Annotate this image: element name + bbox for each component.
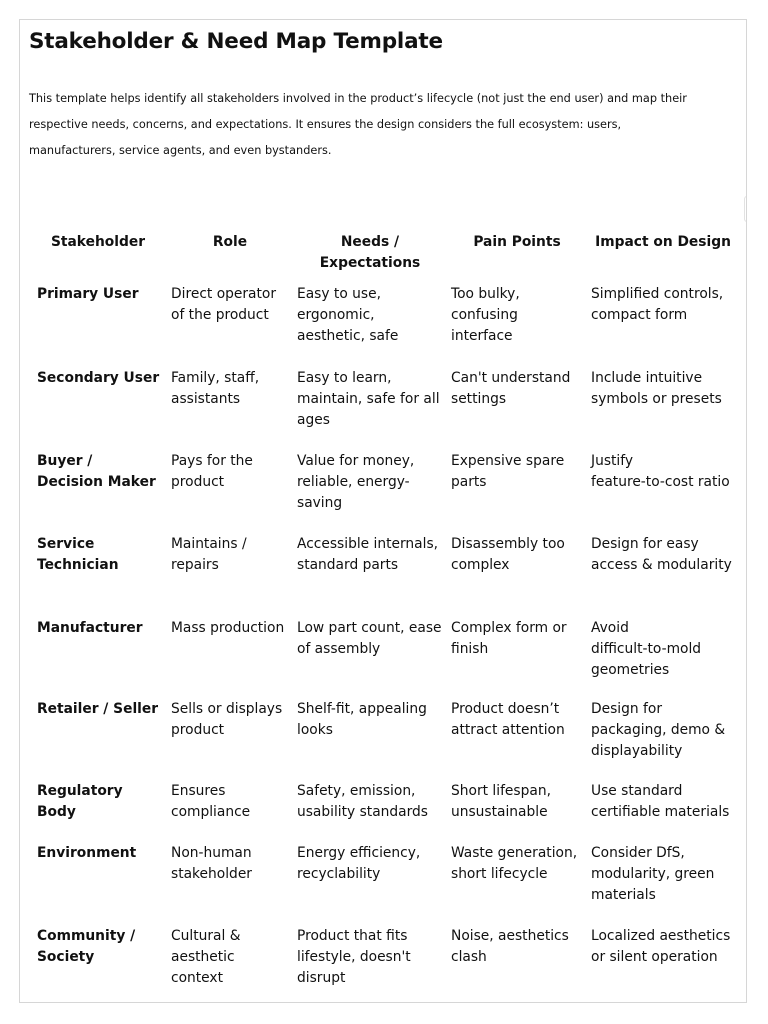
impact-line: materials: [591, 887, 656, 903]
role-cell: Family, staff, assistants: [171, 370, 260, 407]
role-cell: Direct operator of the product: [171, 286, 277, 323]
intro-line: This template helps identify all stakeholders involved in the product’s lifecycle (not just the end user) and map their: [29, 92, 687, 105]
column-header-impact: Impact on Design: [595, 234, 731, 250]
table-row: [29, 926, 739, 992]
needs-cell: Shelf-fit, appealing looks: [297, 701, 427, 738]
impact-line: geometries: [591, 662, 670, 678]
stakeholder-cell: Manufacturer: [37, 620, 143, 636]
intro-paragraph: [29, 86, 747, 164]
impact-line: certifiable materials: [591, 804, 730, 820]
impact-cell: [587, 368, 739, 451]
impact-cell: [587, 699, 739, 781]
role-cell: Sells or displays product: [171, 701, 283, 738]
pain-points-cell: Noise, aesthetics clash: [451, 928, 569, 965]
impact-line: Design for easy: [591, 536, 699, 552]
impact-line: packaging, demo &: [591, 722, 726, 738]
role-cell: Pays for the product: [171, 453, 253, 490]
pain-points-cell: Complex form or finish: [451, 620, 567, 657]
stakeholder-cell: Environment: [37, 845, 137, 861]
pain-points-cell: Waste generation, short lifecycle: [451, 845, 578, 882]
role-cell: Ensures compliance: [171, 783, 251, 820]
impact-line: Simplified controls,: [591, 286, 724, 302]
scroll-handle[interactable]: [744, 196, 747, 222]
role-cell: Non-human stakeholder: [171, 845, 252, 882]
column-header-stakeholder: Stakeholder: [50, 234, 146, 250]
impact-line: Design for: [591, 701, 662, 717]
impact-line: modularity, green: [591, 866, 715, 882]
needs-cell: Accessible internals, standard parts: [297, 536, 439, 573]
column-header-pain-points: Pain Points: [473, 234, 561, 250]
document-title: Stakeholder & Need Map Template: [29, 29, 443, 54]
table-row: [29, 843, 739, 926]
role-cell: Mass production: [171, 620, 285, 636]
stakeholder-table: [29, 227, 739, 992]
impact-line: Avoid: [591, 620, 629, 636]
pain-points-cell: Short lifespan, unsustainable: [451, 783, 551, 820]
impact-line: symbols or presets: [591, 391, 722, 407]
impact-line: access & modularity: [591, 557, 732, 573]
pain-points-cell: Product doesn’t attract attention: [451, 701, 565, 738]
table-row: [29, 699, 739, 781]
intro-line: respective needs, concerns, and expectations. It ensures the design considers the full ecosystem: users,: [29, 118, 622, 131]
stakeholder-cell: Community / Society: [37, 928, 136, 965]
impact-cell: [587, 451, 739, 534]
needs-cell: Easy to learn, maintain, safe for all ages: [297, 370, 440, 428]
impact-line: Use standard: [591, 783, 683, 799]
impact-cell: [587, 843, 739, 926]
role-cell: Maintains / repairs: [171, 536, 247, 573]
pain-points-cell: Disassembly too complex: [451, 536, 565, 573]
column-header-role: Role: [212, 234, 248, 250]
stakeholder-cell: Primary User: [37, 286, 139, 302]
stakeholder-cell: Regulatory Body: [37, 783, 123, 820]
impact-line: Justify: [591, 453, 634, 469]
stakeholder-cell: Buyer / Decision Maker: [37, 453, 156, 490]
pain-points-cell: Can't understand settings: [451, 370, 571, 407]
needs-cell: Easy to use, ergonomic, aesthetic, safe: [297, 286, 399, 344]
needs-cell: Energy efficiency, recyclability: [297, 845, 421, 882]
impact-line: compact form: [591, 307, 688, 323]
table-row: [29, 618, 739, 699]
role-cell: Cultural & aesthetic context: [171, 928, 241, 986]
impact-cell: [587, 781, 739, 843]
pain-points-cell: Too bulky, confusing interface: [451, 286, 520, 344]
impact-line: feature-to-cost ratio: [591, 474, 730, 490]
table-header-row: [29, 227, 739, 284]
needs-cell: Low part count, ease of assembly: [297, 620, 442, 657]
impact-line: displayability: [591, 743, 683, 759]
intro-line: manufacturers, service agents, and even bystanders.: [29, 144, 332, 157]
pain-points-cell: Expensive spare parts: [451, 453, 565, 490]
stakeholder-cell: Retailer / Seller: [37, 701, 159, 717]
impact-cell: [587, 534, 739, 618]
impact-line: Consider DfS,: [591, 845, 685, 861]
column-header-needs: Needs / Expectations: [319, 234, 421, 271]
stakeholder-cell: Secondary User: [37, 370, 160, 386]
needs-cell: Safety, emission, usability standards: [297, 783, 428, 820]
impact-cell: [587, 284, 739, 368]
table-row: [29, 534, 739, 618]
table-row: [29, 781, 739, 843]
impact-cell: [587, 618, 739, 699]
impact-line: Localized aesthetics: [591, 928, 731, 944]
table-row: [29, 451, 739, 534]
stakeholder-cell: Service Technician: [37, 536, 119, 573]
needs-cell: Product that fits lifestyle, doesn't disrupt: [297, 928, 411, 986]
impact-line: difficult-to-mold: [591, 641, 702, 657]
impact-line: or silent operation: [591, 949, 718, 965]
table-row: [29, 368, 739, 451]
impact-line: Include intuitive: [591, 370, 703, 386]
document-page: [19, 19, 747, 1003]
table-row: [29, 284, 739, 368]
needs-cell: Value for money, reliable, energy-saving: [297, 453, 415, 511]
impact-cell: [587, 926, 739, 992]
